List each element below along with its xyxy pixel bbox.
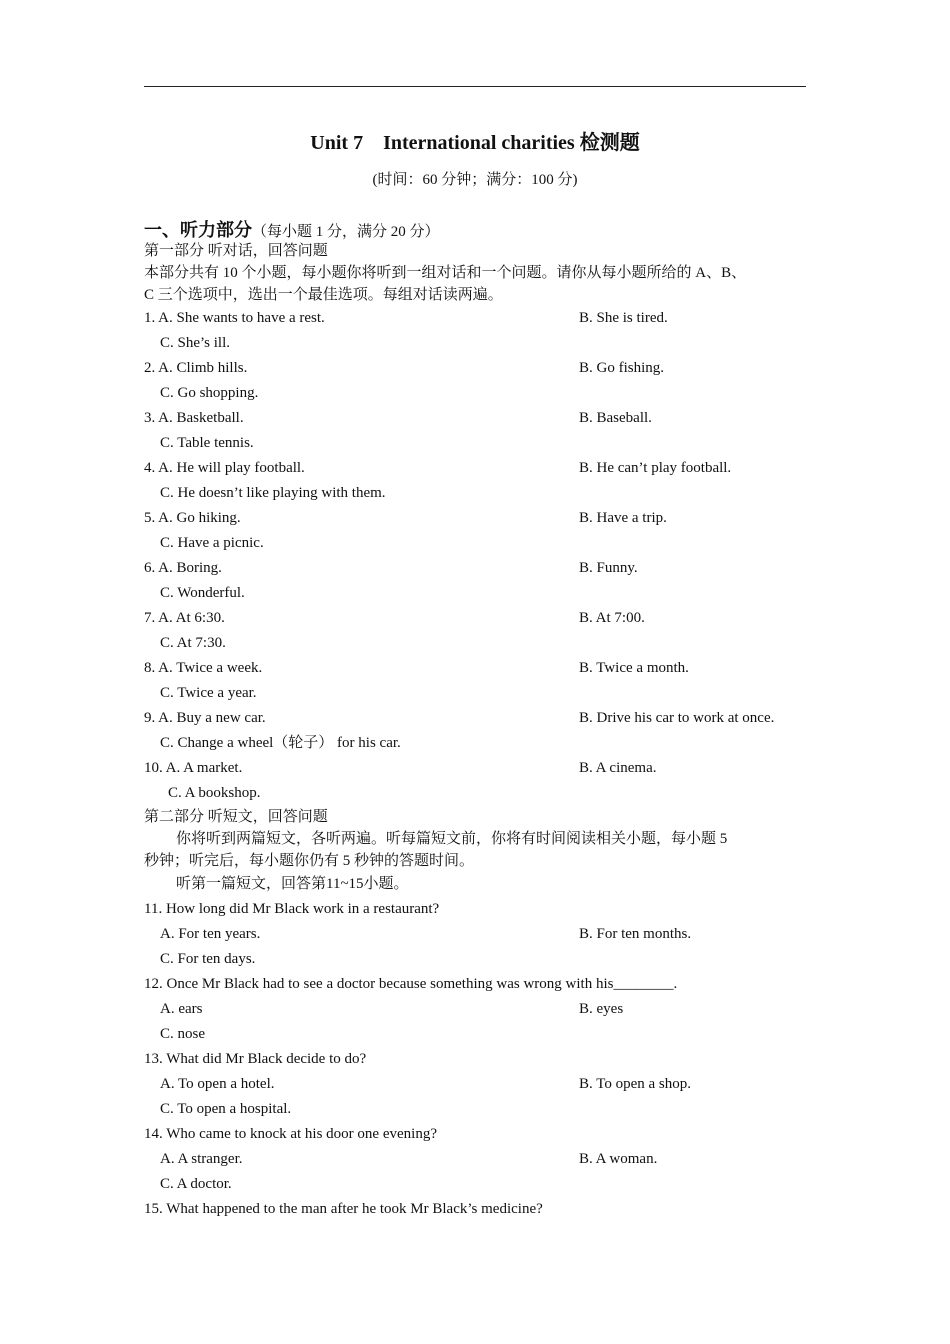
option-b: B. To open a shop.	[579, 1076, 692, 1092]
option-c: C. Go shopping.	[160, 385, 259, 401]
option-b: B. For ten months.	[579, 926, 692, 942]
option-b: B. Go fishing.	[579, 360, 665, 376]
question-7	[144, 606, 808, 656]
option-c: C. Twice a year.	[160, 685, 257, 701]
question-9	[144, 706, 808, 756]
option-c: C. For ten days.	[160, 951, 256, 967]
option-c: C. At 7:30.	[160, 635, 226, 651]
section-score-note: （每小题 1 分，满分 20 分）	[252, 224, 440, 240]
option-c: C. He doesn’t like playing with them.	[160, 485, 386, 501]
option-b: B. Baseball.	[579, 410, 652, 426]
option-c: C. She’s ill.	[160, 335, 231, 351]
question-10	[144, 756, 808, 806]
question-4	[144, 456, 808, 506]
passage1-instruction: 听第一篇短文，回答第11~15小题。	[176, 876, 409, 892]
option-c: C. Table tennis.	[160, 435, 254, 451]
option-b: B. He can’t play football.	[579, 460, 732, 476]
question-2	[144, 356, 808, 406]
option-a: 1. A. She wants to have a rest.	[144, 310, 325, 326]
page-title: Unit 7 International charities 检测题	[310, 132, 640, 154]
question-text: 13. What did Mr Black decide to do?	[144, 1051, 367, 1067]
option-c: C. Have a picnic.	[160, 535, 264, 551]
question-text: 12. Once Mr Black had to see a doctor because something was wrong with his________.	[144, 976, 678, 992]
option-b: B. At 7:00.	[579, 610, 645, 626]
exam-body	[144, 240, 808, 1222]
question-5	[144, 506, 808, 556]
question-8	[144, 656, 808, 706]
option-b: B. eyes	[579, 1001, 624, 1017]
option-a: A. A stranger.	[160, 1151, 243, 1167]
option-b: B. Have a trip.	[579, 510, 667, 526]
section-title: 一、听力部分	[144, 220, 252, 240]
part1-intro-line2: C 三个选项中，选出一个最佳选项。每组对话读两遍。	[144, 287, 503, 303]
option-a: 8. A. Twice a week.	[144, 660, 263, 676]
option-c: C. Wonderful.	[160, 585, 245, 601]
part2-intro-line1: 你将听到两篇短文，各听两遍。听每篇短文前，你将有时间阅读相关小题，每小题 5	[176, 831, 728, 847]
option-b: B. Twice a month.	[579, 660, 689, 676]
option-a: 6. A. Boring.	[144, 560, 222, 576]
option-a: 5. A. Go hiking.	[144, 510, 241, 526]
top-rule	[144, 86, 806, 87]
option-a: 2. A. Climb hills.	[144, 360, 248, 376]
option-a: A. For ten years.	[160, 926, 261, 942]
question-11	[144, 897, 808, 972]
part2-heading: 第二部分 听短文，回答问题	[144, 809, 328, 825]
option-b: B. Funny.	[579, 560, 638, 576]
option-c: C. nose	[160, 1026, 205, 1042]
option-c: C. A bookshop.	[168, 785, 261, 801]
part2-intro-line2: 秒钟；听完后，每小题你仍有 5 秒钟的答题时间。	[144, 853, 475, 869]
question-12	[144, 972, 808, 1047]
question-3	[144, 406, 808, 456]
option-b: B. She is tired.	[579, 310, 668, 326]
question-14	[144, 1122, 808, 1197]
section-listening-heading	[144, 216, 440, 242]
question-1	[144, 306, 808, 356]
option-c: C. A doctor.	[160, 1176, 232, 1192]
option-a: 7. A. At 6:30.	[144, 610, 225, 626]
option-c: C. To open a hospital.	[160, 1101, 292, 1117]
question-text: 11. How long did Mr Black work in a restaurant?	[144, 901, 440, 917]
option-a: A. ears	[160, 1001, 203, 1017]
option-a: 4. A. He will play football.	[144, 460, 305, 476]
option-a: 10. A. A market.	[144, 760, 243, 776]
part1-intro-line1: 本部分共有 10 个小题，每小题你将听到一组对话和一个问题。请你从每小题所给的 A、B、	[144, 265, 747, 281]
question-6	[144, 556, 808, 606]
question-text: 14. Who came to knock at his door one evening?	[144, 1126, 437, 1142]
question-15-text: 15. What happened to the man after he took Mr Black’s medicine?	[144, 1201, 543, 1217]
option-c: C. Change a wheel（轮子） for his car.	[160, 735, 401, 751]
option-a: A. To open a hotel.	[160, 1076, 275, 1092]
question-13	[144, 1047, 808, 1122]
option-b: B. Drive his car to work at once.	[579, 710, 775, 726]
option-b: B. A woman.	[579, 1151, 658, 1167]
option-a: 3. A. Basketball.	[144, 410, 244, 426]
option-b: B. A cinema.	[579, 760, 657, 776]
page-subtitle: (时间：60 分钟；满分：100 分)	[372, 172, 578, 188]
option-a: 9. A. Buy a new car.	[144, 710, 266, 726]
part1-heading: 第一部分 听对话，回答问题	[144, 243, 328, 259]
